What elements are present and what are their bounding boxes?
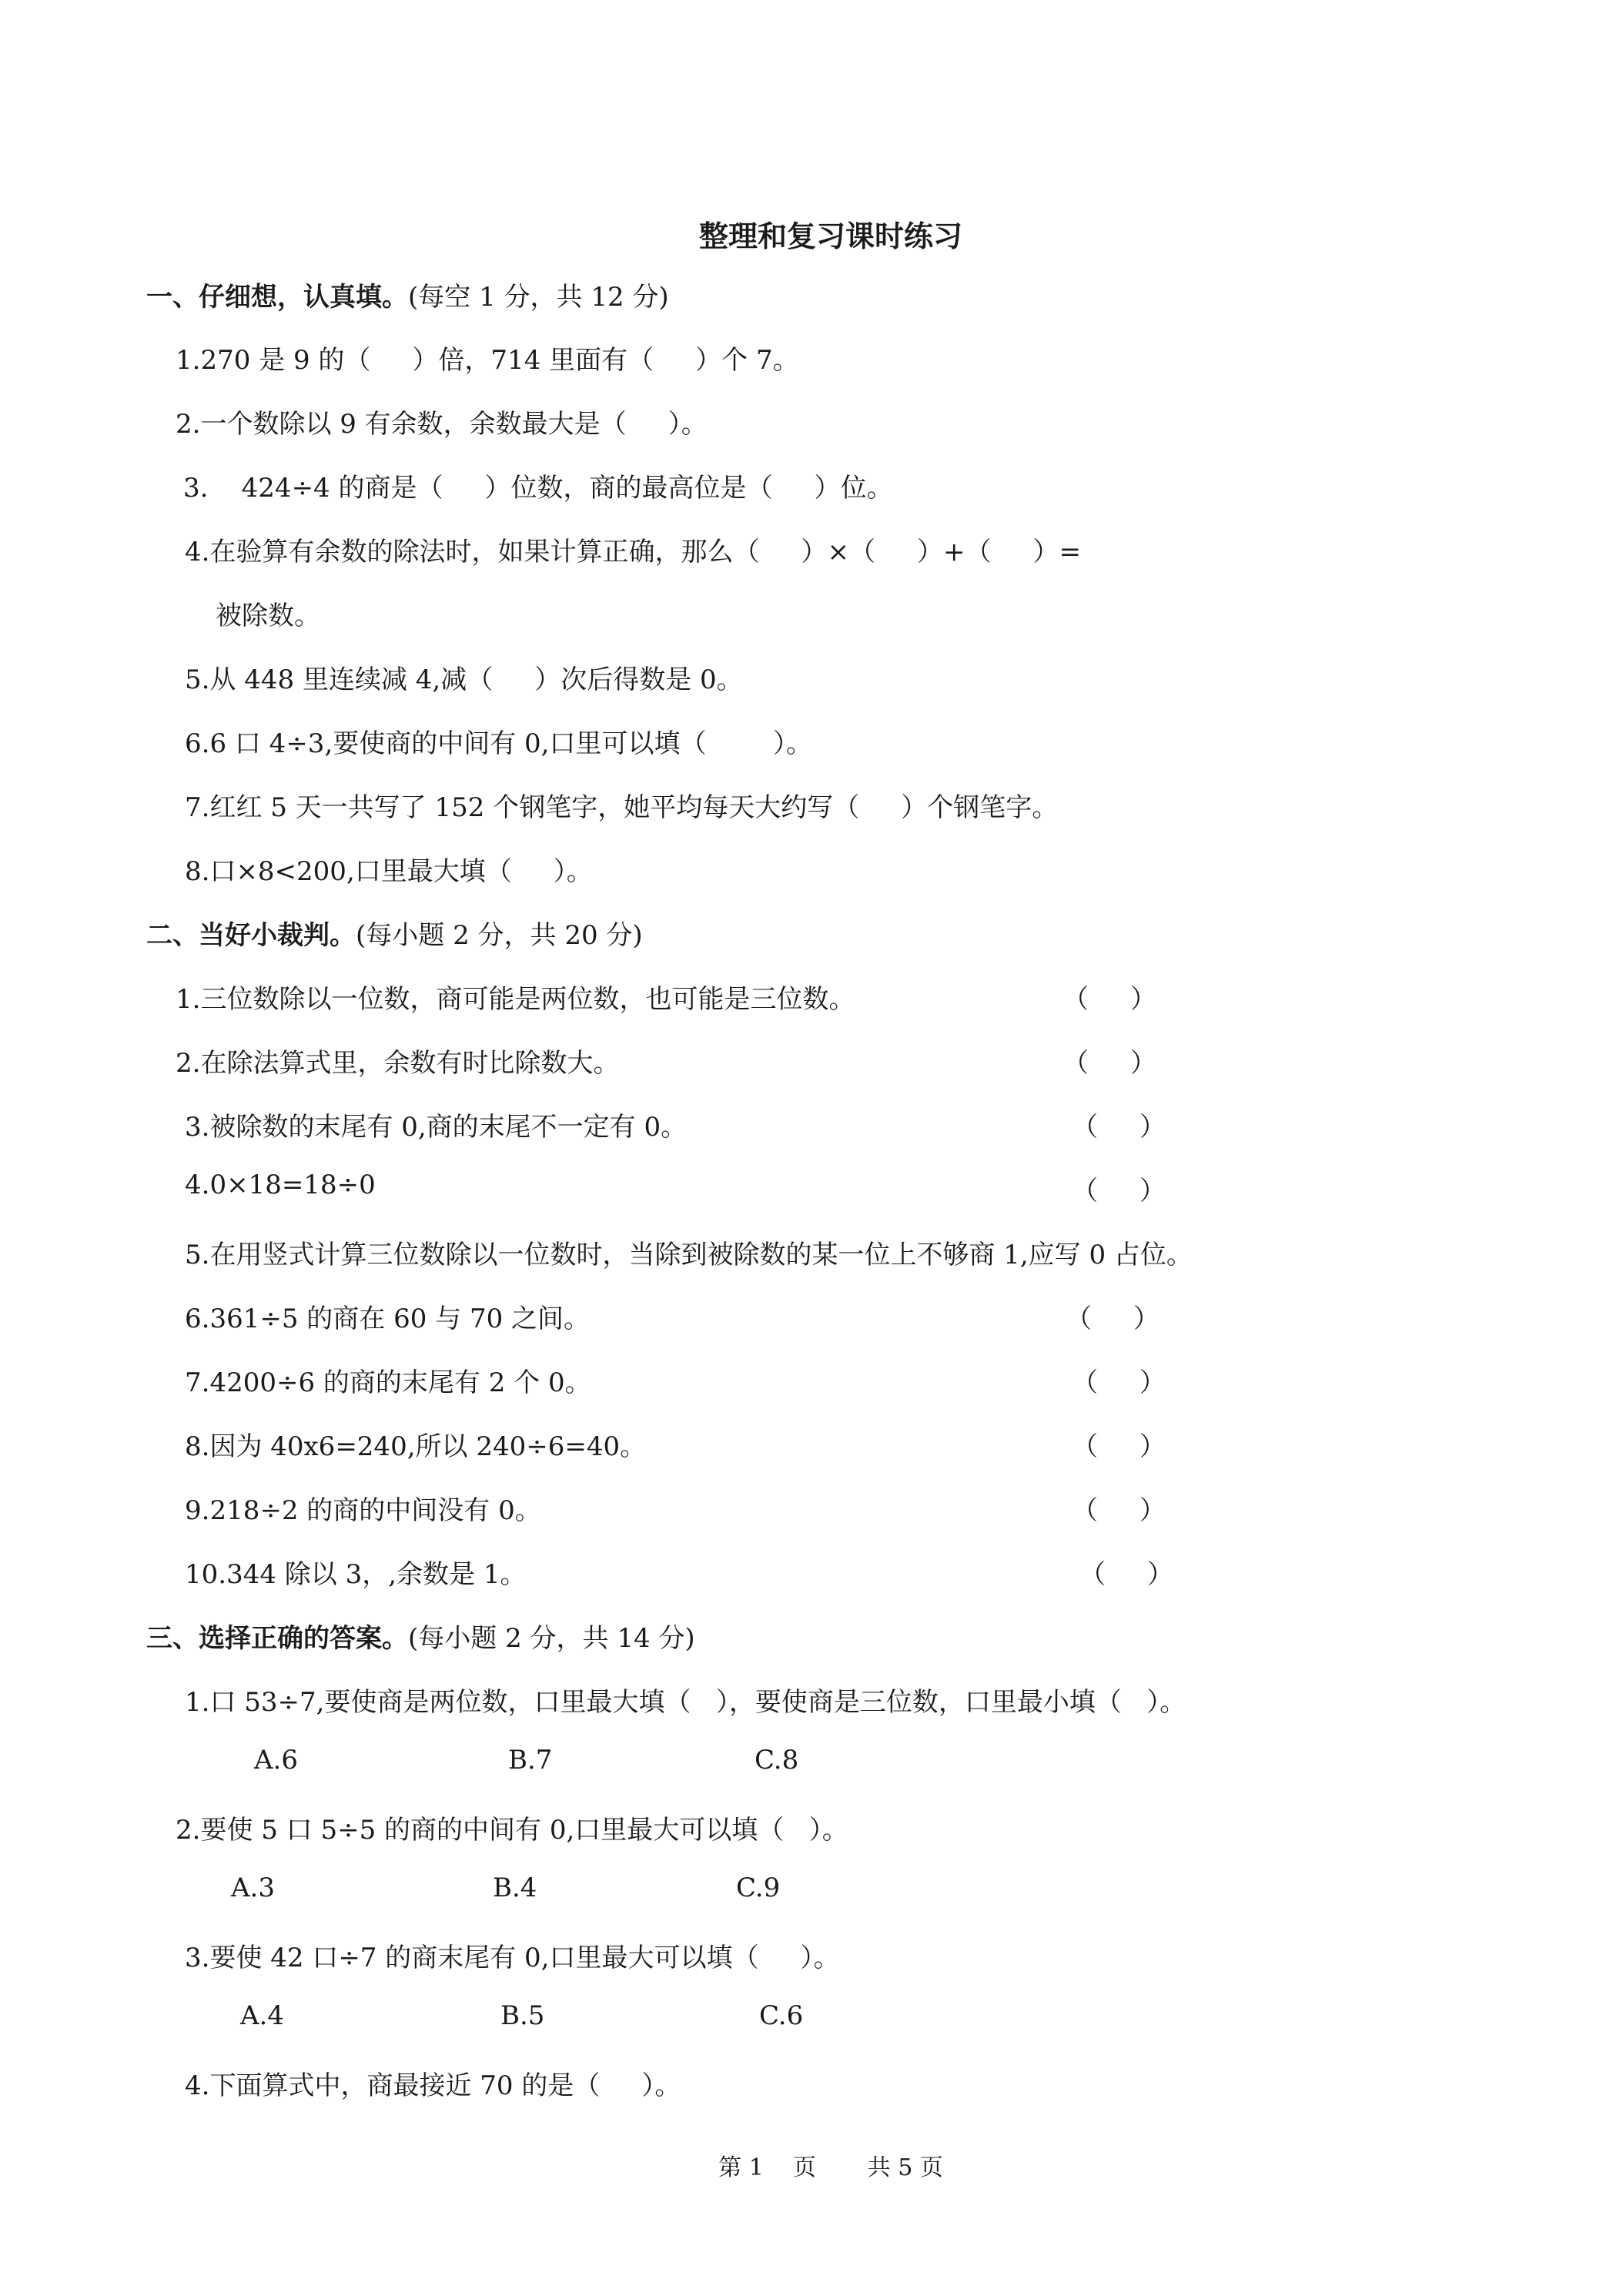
answer-paren-2-9: （ ） bbox=[1072, 1495, 1166, 1526]
question-2-3: 3.被除数的末尾有 0,商的末尾不一定有 0。 bbox=[185, 1112, 688, 1143]
question-3-2: 2.要使 5 口 5÷5 的商的中间有 0,口里最大可以填（ ）。 bbox=[176, 1815, 848, 1846]
answer-paren-2-3: （ ） bbox=[1072, 1112, 1166, 1143]
answer-paren-2-8: （ ） bbox=[1072, 1431, 1166, 1462]
section-1-title: 一、仔细想，认真填。 bbox=[146, 282, 408, 313]
option-3-3-c: C.6 bbox=[759, 2000, 804, 2031]
section-1-heading bbox=[146, 276, 669, 313]
question-2-2: 2.在除法算式里，余数有时比除数大。 bbox=[176, 1048, 620, 1079]
section-2-note: (每小题 2 分，共 20 分) bbox=[356, 920, 643, 951]
question-1-4-cont: 被除数。 bbox=[216, 601, 320, 631]
option-3-2-c: C.9 bbox=[736, 1873, 781, 1903]
option-3-2-b: B.4 bbox=[493, 1873, 537, 1903]
option-3-1-b: B.7 bbox=[508, 1745, 553, 1776]
section-1-note: (每空 1 分，共 12 分) bbox=[408, 282, 669, 313]
section-3-heading bbox=[146, 1617, 695, 1655]
question-2-5: 5.在用竖式计算三位数除以一位数时，当除到被除数的某一位上不够商 1,应写 0 占位。 bbox=[185, 1240, 1193, 1270]
question-2-8: 8.因为 40x6=240,所以 240÷6=40。 bbox=[185, 1431, 647, 1462]
question-2-7: 7.4200÷6 的商的末尾有 2 个 0。 bbox=[185, 1367, 591, 1398]
question-2-4: 4.0×18=18÷0 bbox=[185, 1170, 376, 1200]
question-2-1: 1.三位数除以一位数，商可能是两位数，也可能是三位数。 bbox=[176, 984, 855, 1015]
answer-paren-2-7: （ ） bbox=[1072, 1367, 1166, 1398]
page-footer: 第 1 页 共 5 页 bbox=[718, 2154, 943, 2181]
section-2-heading bbox=[146, 914, 643, 952]
question-2-9: 9.218÷2 的商的中间没有 0。 bbox=[185, 1495, 541, 1526]
question-1-7: 7.红红 5 天一共写了 152 个钢笔字，她平均每天大约写（ ）个钢笔字。 bbox=[185, 792, 1059, 823]
answer-paren-2-4: （ ） bbox=[1072, 1176, 1166, 1207]
question-3-4: 4.下面算式中，商最接近 70 的是（ ）。 bbox=[185, 2070, 681, 2101]
option-3-1-a: A.6 bbox=[254, 1745, 298, 1776]
question-1-1: 1.270 是 9 的（ ）倍，714 里面有（ ）个 7。 bbox=[176, 345, 799, 376]
question-2-6: 6.361÷5 的商在 60 与 70 之间。 bbox=[185, 1304, 591, 1334]
answer-paren-2-2: （ ） bbox=[1062, 1048, 1157, 1079]
option-3-3-a: A.4 bbox=[240, 2000, 284, 2031]
question-1-4: 4.在验算有余数的除法时，如果计算正确，那么（ ）×（ ）+（ ）= bbox=[185, 537, 1082, 567]
question-1-5: 5.从 448 里连续减 4,减（ ）次后得数是 0。 bbox=[185, 664, 743, 695]
question-2-10: 10.344 除以 3，,余数是 1。 bbox=[185, 1559, 527, 1590]
page-title: 整理和复习课时练习 bbox=[698, 219, 962, 253]
option-3-2-a: A.3 bbox=[231, 1873, 275, 1903]
question-1-2: 2.一个数除以 9 有余数，余数最大是（ ）。 bbox=[176, 409, 708, 440]
section-2-title: 二、当好小裁判。 bbox=[146, 920, 356, 951]
option-3-3-b: B.5 bbox=[500, 2000, 545, 2031]
question-1-8: 8.口×8<200,口里最大填（ ）。 bbox=[185, 856, 593, 887]
answer-paren-2-6: （ ） bbox=[1066, 1304, 1160, 1334]
question-1-6: 6.6 口 4÷3,要使商的中间有 0,口里可以填（ ）。 bbox=[185, 728, 812, 759]
question-1-3: 3. 424÷4 的商是（ ）位数，商的最高位是（ ）位。 bbox=[183, 473, 893, 504]
section-3-title: 三、选择正确的答案。 bbox=[146, 1623, 408, 1654]
question-3-1: 1.口 53÷7,要使商是两位数，口里最大填（ ），要使商是三位数，口里最小填（ ）。 bbox=[185, 1687, 1186, 1718]
answer-paren-2-1: （ ） bbox=[1062, 984, 1157, 1015]
section-3-note: (每小题 2 分，共 14 分) bbox=[408, 1623, 695, 1654]
question-3-3: 3.要使 42 口÷7 的商末尾有 0,口里最大可以填（ ）。 bbox=[185, 1943, 840, 1973]
option-3-1-c: C.8 bbox=[755, 1745, 799, 1776]
answer-paren-2-10: （ ） bbox=[1079, 1559, 1174, 1590]
